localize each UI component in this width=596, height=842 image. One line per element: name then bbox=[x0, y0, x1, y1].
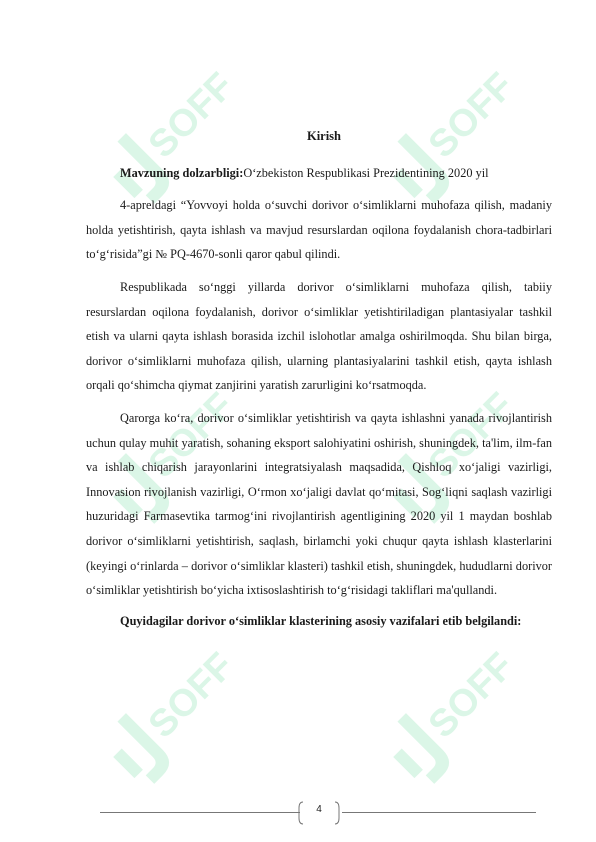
closing-heading: Quyidagilar dorivor o‘simliklar klasterining asosiy vazifalari etib belgilandi: bbox=[120, 613, 522, 628]
watermark-text: SOFF bbox=[420, 385, 523, 487]
body-paragraph: Qarorga ko‘ra, dorivor o‘simliklar yetishtirish va qayta ishlashni yanada rivojlantirish uchun qulay muhit yaratish, sohaning eksport salohiyatini oshirish, shuningdek, ta'lim, ilm-fan va ishlab chiqarish jarayonlarini integratsiyalash maqsadida, Qishloq xo‘jaligi vazirligi, Innovasion rivojlanish vazirligi, O‘rmon xo‘jaligi davlat qo‘mitasi, Sog‘liqni saqlash vazirligi huzuridagi Farmasevtika tarmog‘ini rivojlantirish agentligining 2020 yil 1 maydan boshlab dorivor o‘simliklarni yetishtirish, saqlash, birlamchi yoki chuqur qayta ishlash klasterlarini (keyingi o‘rinlarda – dorivor o‘simliklar klasteri) tashkil etish, shuningdek, hududlarni dorivor o‘simliklar yetishtirish bo‘yicha ixtisoslashtirish to‘g‘risidagi takliflari ma'qullandi. bbox=[86, 410, 552, 598]
watermark-text: SOFF bbox=[420, 65, 523, 167]
body-paragraph: 4-apreldagi “Yovvoyi holda o‘suvchi dorivor o‘simliklarni muhofaza qilish, madaniy holda yetishtirish, qayta ishlash va mavjud resurslardan oqilona foydalanish chora-tadbirlari to‘g‘risida”gi № PQ-4670-sonli qaror qabul qilindi. bbox=[86, 198, 552, 262]
watermark-text: SOFF bbox=[420, 645, 523, 747]
watermark-text: SOFF bbox=[140, 385, 243, 487]
page-footer bbox=[100, 800, 536, 826]
intro-lead: Mavzuning dolzarbligi: bbox=[120, 165, 244, 180]
document-body bbox=[86, 124, 552, 633]
intro-paragraph bbox=[86, 161, 552, 186]
footer-rule-left bbox=[100, 812, 300, 813]
watermark-text: SOFF bbox=[140, 65, 243, 167]
watermark-text: SOFF bbox=[140, 645, 243, 747]
document-title: Kirish bbox=[306, 129, 342, 143]
page-number: 4 bbox=[316, 804, 322, 815]
footer-rule-right bbox=[342, 812, 536, 813]
body-paragraph: Respublikada so‘nggi yillarda dorivor o‘simliklarni muhofaza qilish, tabiiy resurslardan oqilona foydalanish, dorivor o‘simliklar yetishtiriladigan plantasiyalar tashkil etish va ularni qayta ishlash borasida izchil islohotlar amalga oshirilmoqda. Shu bilan birga, dorivor o‘simliklarni muhofaza qilish, ularning plantasiyalarini tashkil etish, qayta ishlash orqali qo‘shimcha qiymat zanjirini yaratish zarurligini ko‘rsatmoqda. bbox=[86, 279, 552, 393]
watermark-logo-icon bbox=[378, 713, 456, 791]
watermark-logo-icon bbox=[98, 713, 176, 791]
intro-rest: O‘zbekiston Respublikasi Prezidentining 2020 yil bbox=[243, 165, 489, 180]
